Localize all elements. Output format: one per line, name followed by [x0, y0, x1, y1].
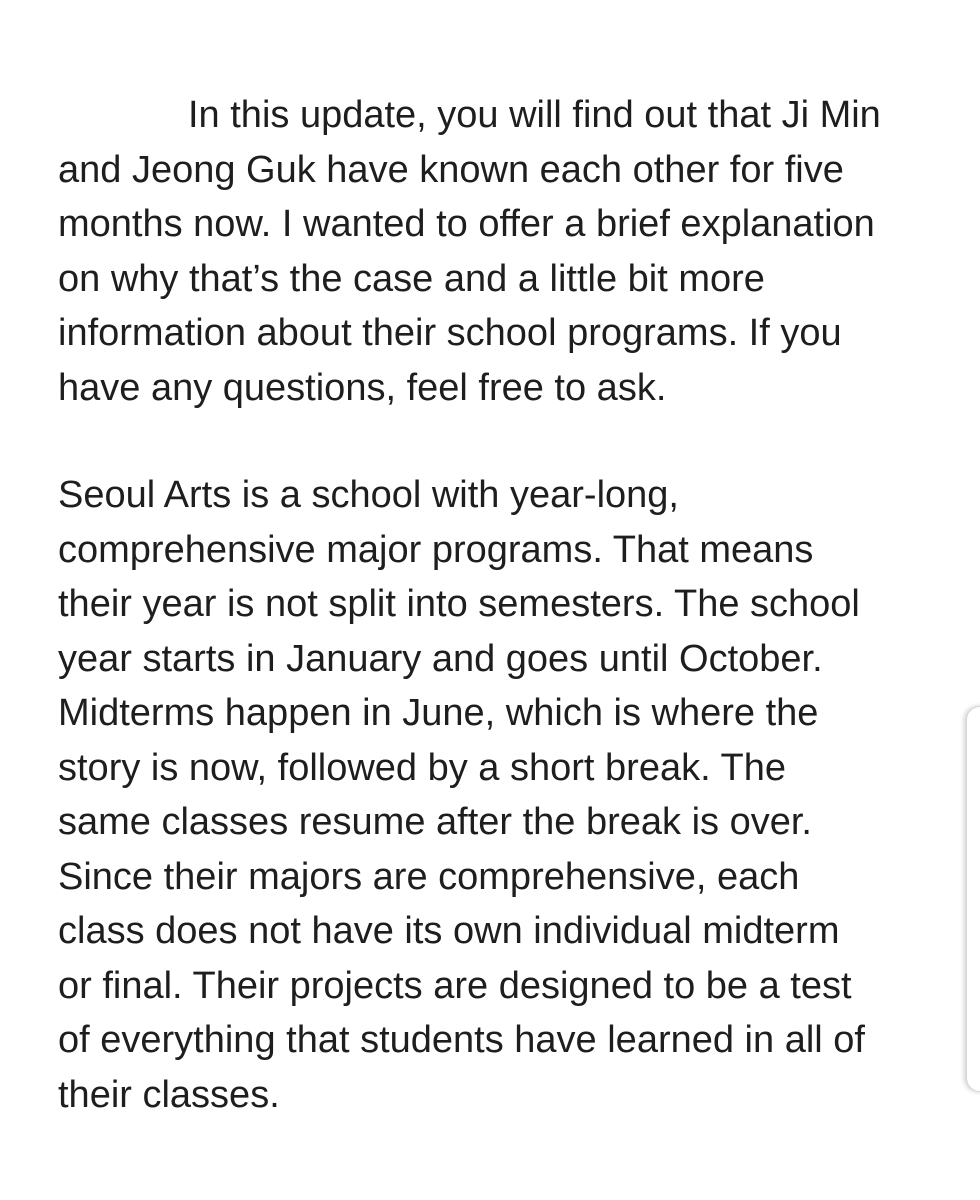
- scrollbar-handle[interactable]: [966, 706, 980, 1092]
- paragraph-line: Midterms happen in June, which is where the: [58, 692, 819, 734]
- paragraph-line: their year is not split into semesters. The school: [58, 583, 860, 625]
- paragraph-seoul-arts-programs: [58, 468, 938, 1122]
- paragraph-line: Seoul Arts is a school with year-long,: [58, 474, 679, 516]
- paragraph-line: information about their school programs. If you: [58, 312, 842, 354]
- paragraph-line: and Jeong Guk have known each other for five: [58, 148, 844, 191]
- paragraph-line: Since their majors are comprehensive, each: [58, 855, 800, 898]
- paragraph-line: months now. I wanted to offer a brief explanation: [58, 203, 875, 245]
- paragraph-line: or final. Their projects are designed to be a test: [58, 964, 852, 1007]
- paragraph-line: their classes.: [58, 1073, 280, 1116]
- paragraph-line: same classes resume after the break is over.: [58, 801, 812, 843]
- paragraph-line: comprehensive major programs. That means: [58, 528, 814, 571]
- paragraph-line: of everything that students have learned in all of: [58, 1019, 865, 1061]
- paragraph-line: story is now, followed by a short break. The: [58, 746, 786, 789]
- paragraph-line: have any questions, feel free to ask.: [58, 366, 667, 409]
- paragraph-school-update-intro: [58, 88, 938, 415]
- paragraph-line: on why that’s the case and a little bit more: [58, 257, 765, 300]
- paragraph-line: In this update, you will find out that Ji Min: [188, 94, 881, 136]
- paragraph-line: year starts in January and goes until October.: [58, 637, 823, 680]
- paragraph-line: class does not have its own individual midterm: [58, 910, 840, 952]
